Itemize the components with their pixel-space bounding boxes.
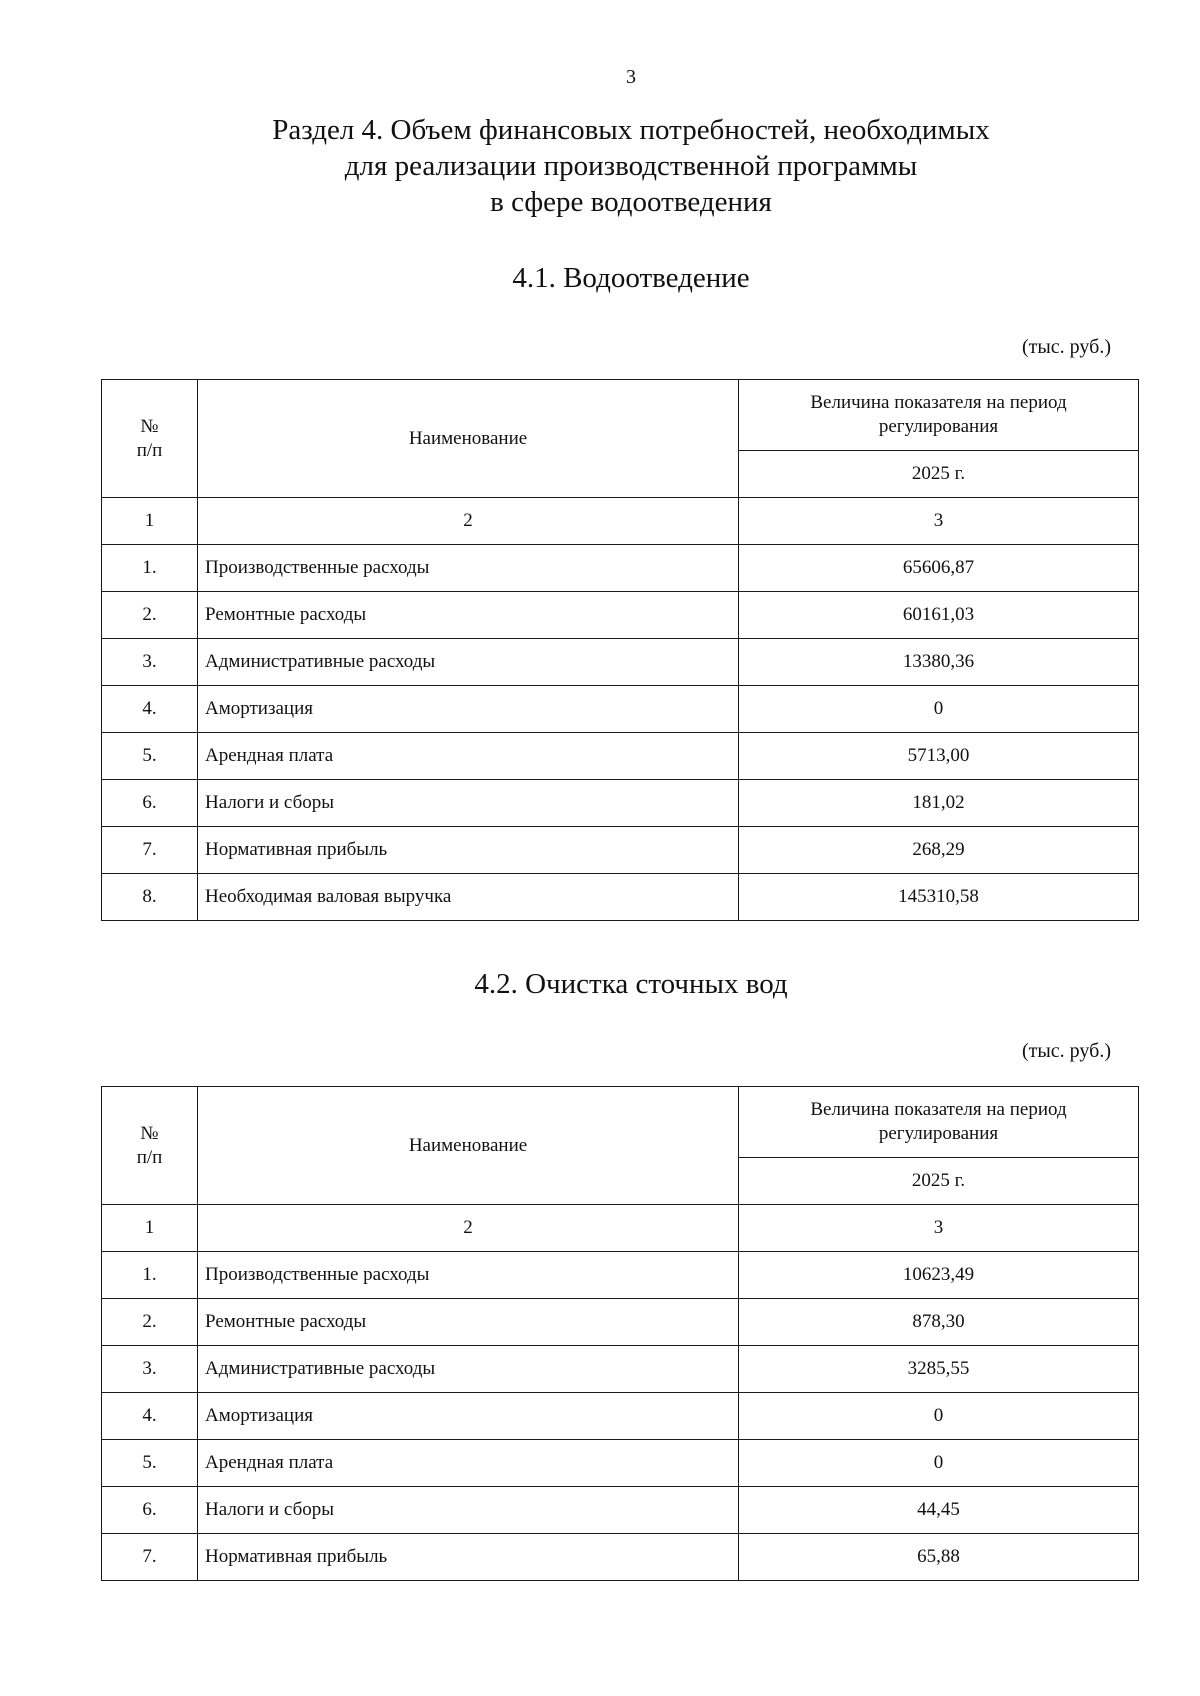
subsection-title-water-disposal: 4.1. Водоотведение: [512, 262, 750, 294]
subsection-title-wastewater-treatment: 4.2. Очистка сточных вод: [474, 968, 788, 1000]
row-name: Арендная плата: [198, 1440, 739, 1487]
header-value-line: регулирования: [878, 1123, 999, 1144]
header-num-abbr: п/п: [136, 439, 163, 461]
row-num: 6.: [102, 780, 198, 827]
table-row: [102, 1299, 1139, 1346]
row-value: 13380,36: [739, 639, 1139, 686]
units-label: (тыс. руб.): [1021, 336, 1111, 358]
row-name: Налоги и сборы: [198, 780, 739, 827]
table-header-row: [102, 380, 1139, 451]
table-row: [102, 827, 1139, 874]
header-period-cell: 2025 г.: [739, 451, 1139, 498]
page-number: 3: [626, 66, 636, 88]
row-num: 1.: [102, 1252, 198, 1299]
row-name: Амортизация: [198, 686, 739, 733]
column-number-cell: 2: [198, 1205, 739, 1252]
column-number-row: [102, 1205, 1139, 1252]
column-number-cell: 3: [739, 1205, 1139, 1252]
row-num: 3.: [102, 639, 198, 686]
table-row: [102, 639, 1139, 686]
row-value: 65,88: [739, 1534, 1139, 1581]
table-row: [102, 1252, 1139, 1299]
header-name-cell: Наименование: [198, 1087, 739, 1205]
row-value: 0: [739, 686, 1139, 733]
header-num-abbr: п/п: [136, 1146, 163, 1168]
table-row: [102, 780, 1139, 827]
table-row: [102, 1534, 1139, 1581]
row-value: 268,29: [739, 827, 1139, 874]
table-row: [102, 1487, 1139, 1534]
header-num-symbol: №: [140, 415, 159, 437]
row-num: 1.: [102, 545, 198, 592]
row-num: 4.: [102, 686, 198, 733]
row-name: Производственные расходы: [198, 1252, 739, 1299]
header-value-cell: [739, 380, 1139, 451]
row-value: 3285,55: [739, 1346, 1139, 1393]
table-row: [102, 733, 1139, 780]
header-num-cell: [102, 380, 198, 498]
column-number-cell: 1: [102, 1205, 198, 1252]
row-name: Ремонтные расходы: [198, 592, 739, 639]
table-row: [102, 1393, 1139, 1440]
row-value: 44,45: [739, 1487, 1139, 1534]
row-name: Нормативная прибыль: [198, 1534, 739, 1581]
row-value: 0: [739, 1440, 1139, 1487]
units-label: (тыс. руб.): [1021, 1040, 1111, 1062]
section-title-line: в сфере водоотведения: [490, 186, 772, 218]
row-num: 7.: [102, 827, 198, 874]
section-title-line: для реализации производственной программы: [344, 150, 918, 182]
table-row: [102, 1440, 1139, 1487]
column-number-cell: 2: [198, 498, 739, 545]
table-row: [102, 592, 1139, 639]
row-value: 60161,03: [739, 592, 1139, 639]
header-name-cell: Наименование: [198, 380, 739, 498]
row-name: Ремонтные расходы: [198, 1299, 739, 1346]
row-num: 2.: [102, 592, 198, 639]
row-name: Административные расходы: [198, 1346, 739, 1393]
row-num: 2.: [102, 1299, 198, 1346]
header-num-cell: [102, 1087, 198, 1205]
row-value: 0: [739, 1393, 1139, 1440]
row-num: 6.: [102, 1487, 198, 1534]
row-value: 145310,58: [739, 874, 1139, 921]
row-value: 65606,87: [739, 545, 1139, 592]
row-num: 5.: [102, 1440, 198, 1487]
row-name: Необходимая валовая выручка: [198, 874, 739, 921]
row-value: 878,30: [739, 1299, 1139, 1346]
column-number-cell: 3: [739, 498, 1139, 545]
table-row: [102, 686, 1139, 733]
section-title: [0, 112, 1200, 220]
table-row: [102, 1346, 1139, 1393]
row-name: Производственные расходы: [198, 545, 739, 592]
header-period-cell: 2025 г.: [739, 1158, 1139, 1205]
row-name: Налоги и сборы: [198, 1487, 739, 1534]
header-value-cell: [739, 1087, 1139, 1158]
row-name: Административные расходы: [198, 639, 739, 686]
section-title-line: Раздел 4. Объем финансовых потребностей, необходимых: [272, 114, 990, 146]
column-number-row: [102, 498, 1139, 545]
financial-table-wastewater-treatment: [101, 1086, 1139, 1581]
table-row: [102, 874, 1139, 921]
financial-table-water-disposal: [101, 379, 1139, 921]
row-value: 181,02: [739, 780, 1139, 827]
row-name: Нормативная прибыль: [198, 827, 739, 874]
column-number-cell: 1: [102, 498, 198, 545]
row-num: 3.: [102, 1346, 198, 1393]
row-name: Арендная плата: [198, 733, 739, 780]
row-value: 10623,49: [739, 1252, 1139, 1299]
header-value-line: регулирования: [878, 416, 999, 437]
row-num: 7.: [102, 1534, 198, 1581]
table-row: [102, 545, 1139, 592]
row-name: Амортизация: [198, 1393, 739, 1440]
row-num: 5.: [102, 733, 198, 780]
row-num: 8.: [102, 874, 198, 921]
header-value-line: Величина показателя на период: [810, 392, 1067, 413]
table-header-row: [102, 1087, 1139, 1158]
row-value: 5713,00: [739, 733, 1139, 780]
row-num: 4.: [102, 1393, 198, 1440]
header-value-line: Величина показателя на период: [810, 1099, 1067, 1120]
header-num-symbol: №: [140, 1122, 159, 1144]
